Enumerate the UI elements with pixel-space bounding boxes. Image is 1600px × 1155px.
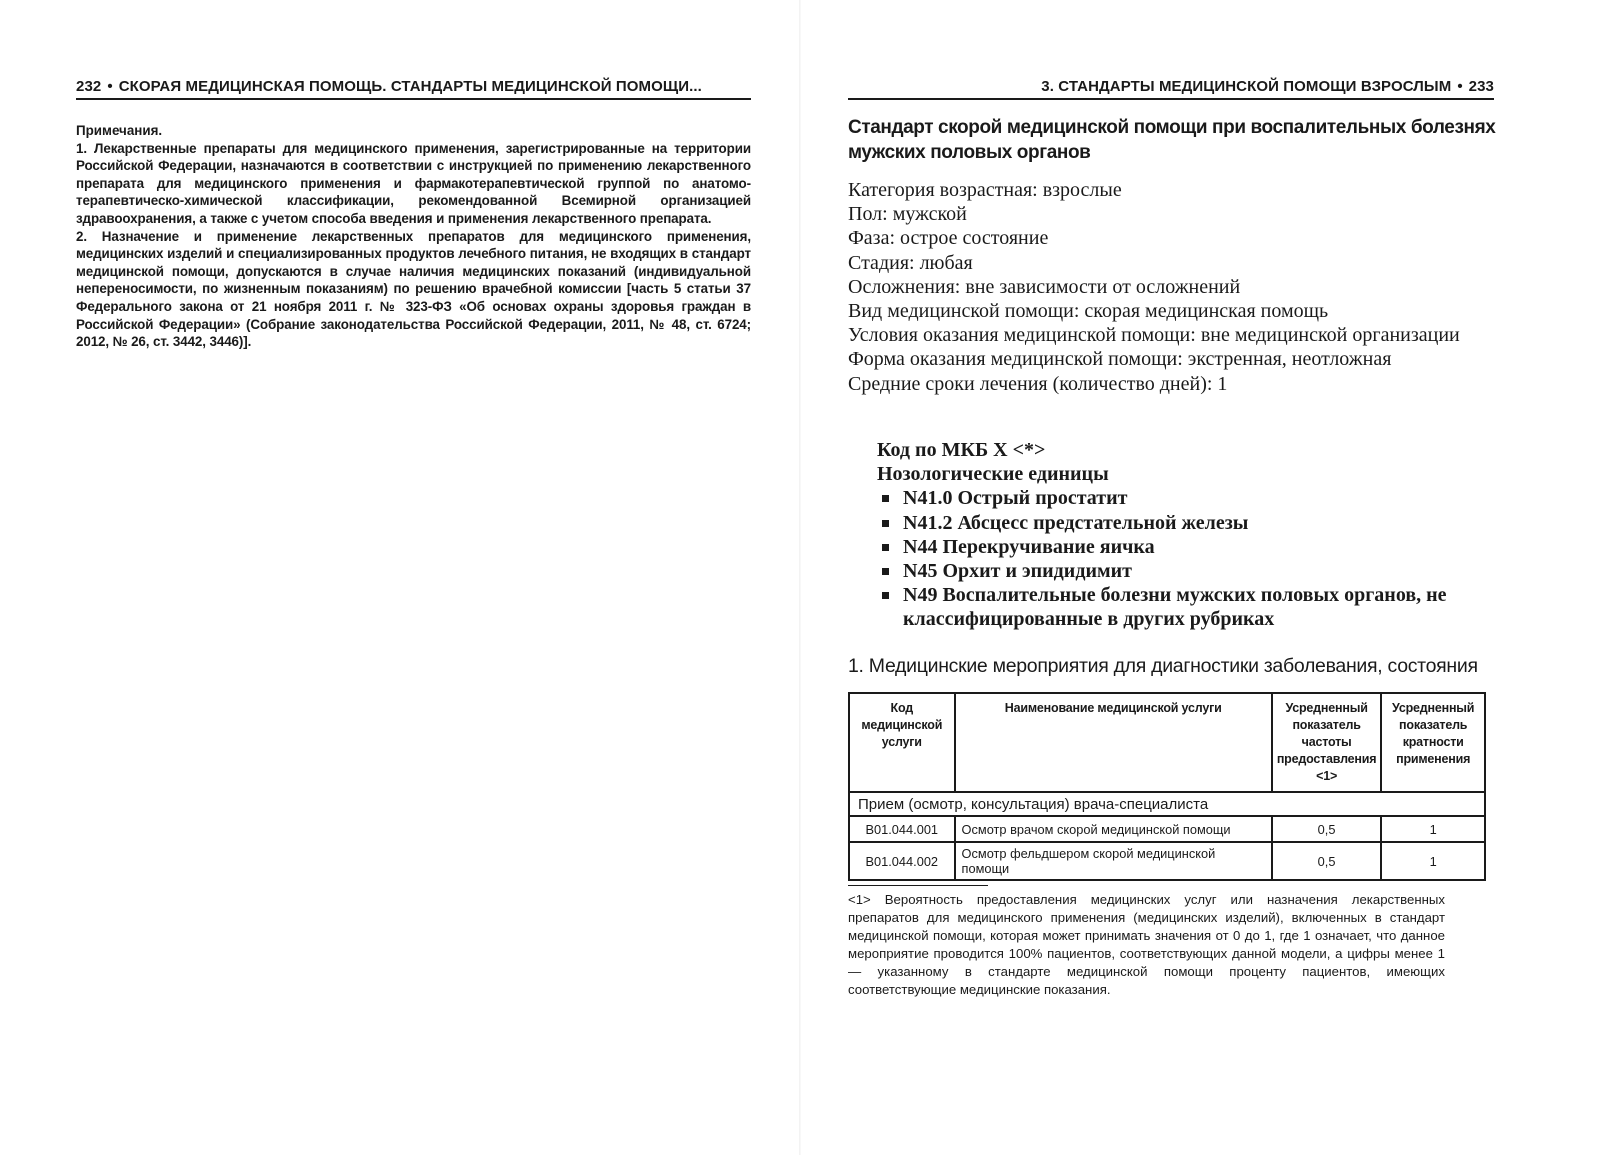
nosology-text: N41.0 Острый простатит (903, 487, 1128, 510)
attr-sex: Пол: мужской (848, 203, 967, 226)
footnote: <1> Вероятность предоставления медицинских услуг или назначения лекарственных препаратов для медицинского применения (медицинских изделий), включенных в стандарт медицинской помощи, которая может принимать значения от 0 до 1, где 1 означает, что данное мероприятие проводится 100% пациентов, соответствующих данной модели, а цифры менее 1 — указанному в стандарте медицинской помощи проценту пациентов, имеющих соответствующие медицинские показания. (848, 892, 1445, 997)
nosology-item (877, 583, 1497, 631)
nosology-text: N41.2 Абсцесс предстательной железы (903, 511, 1249, 534)
right-header-rule (848, 98, 1494, 100)
header-bullet: • (1457, 78, 1463, 95)
square-bullet-icon (882, 544, 889, 551)
footnote-rule (848, 885, 988, 886)
notes-block (76, 122, 751, 351)
nosology-item (877, 511, 1497, 535)
mkb-code-label: Код по МКБ X <*> (877, 439, 1046, 461)
right-running-header (1041, 78, 1494, 95)
cell-frequency: 0,5 (1272, 816, 1382, 842)
square-bullet-icon (882, 495, 889, 502)
standard-attributes (848, 178, 1498, 396)
table-row (849, 842, 1485, 880)
attr-care-form: Форма оказания медицинской помощи: экстренная, неотложная (848, 348, 1392, 371)
nosology-text: N44 Перекручивание яичка (903, 535, 1155, 558)
nosology-list (877, 486, 1497, 631)
square-bullet-icon (882, 520, 889, 527)
col-header-code: Код медицинской услуги (849, 693, 955, 792)
nosology-item (877, 559, 1497, 583)
right-header-text: 3. СТАНДАРТЫ МЕДИЦИНСКОЙ ПОМОЩИ ВЗРОСЛЫМ (1041, 78, 1452, 95)
col-header-multiplicity: Усредненный показатель кратности применения (1381, 693, 1485, 792)
nosology-label: Нозологические единицы (877, 463, 1109, 486)
attr-care-conditions: Условия оказания медицинской помощи: вне медицинской организации (848, 324, 1460, 347)
cell-code: B01.044.001 (849, 816, 955, 842)
left-header-rule (76, 98, 751, 100)
table-row (849, 816, 1485, 842)
services-table (848, 692, 1486, 881)
nosology-item (877, 486, 1497, 510)
group-label: Прием (осмотр, консультация) врача-специалиста (849, 792, 1485, 816)
table-header-row (849, 693, 1485, 792)
right-page-number: 233 (1468, 78, 1494, 95)
cell-multiplicity: 1 (1381, 842, 1485, 880)
nosology-text: N49 Воспалительные болезни мужских половых органов, не классифицированные в других рубриках (903, 584, 1447, 631)
mkb-block (877, 438, 1497, 632)
cell-name: Осмотр врачом скорой медицинской помощи (955, 816, 1272, 842)
attr-age-category: Категория возрастная: взрослые (848, 179, 1122, 201)
table-group-row (849, 792, 1485, 816)
attr-stage: Стадия: любая (848, 251, 973, 274)
attr-complications: Осложнения: вне зависимости от осложнений (848, 275, 1241, 298)
notes-title: Примечания. (76, 123, 163, 138)
note-2: 2. Назначение и применение лекарственных препаратов для медицинского применения, медицинских изделий и специализированных продуктов лечебного питания, не входящих в стандарт медицинской помощи, допускаются в случае наличия медицинских показаний (индивидуальной непереносимости, по жизненным показаниям) по решению врачебной комиссии [часть 5 статьи 37 Федерального закона от 21 ноября 2011 г. № 323-ФЗ «Об основах охраны здоровья граждан в Российской Федерации» (Собрание законодательства Российской Федерации, 2011, № 48, ст. 6724; 2012, № 26, ст. 3442, 3446)]. (76, 228, 751, 350)
left-header-text: СКОРАЯ МЕДИЦИНСКАЯ ПОМОЩЬ. СТАНДАРТЫ МЕДИЦИНСКОЙ ПОМОЩИ... (118, 78, 702, 95)
left-page-number: 232 (76, 78, 102, 95)
col-header-name: Наименование медицинской услуги (955, 693, 1272, 792)
col-header-frequency: Усредненный показатель частоты предоставления <1> (1272, 693, 1382, 792)
header-bullet: • (107, 78, 113, 95)
square-bullet-icon (882, 568, 889, 575)
attr-care-type: Вид медицинской помощи: скорая медицинская помощь (848, 300, 1329, 323)
attr-phase: Фаза: острое состояние (848, 227, 1049, 250)
note-1: 1. Лекарственные препараты для медицинского применения, зарегистрированные на территории Российской Федерации, назначаются в соответствии с инструкцией по применению лекарственного препарата для медицинского применения и фармакотерапевтической группой по анатомо-терапевтическо-химической классификации, рекомендованной Всемирной организацией здравоохранения, а также с учетом способа введения и применения лекарственного препарата. (76, 140, 751, 226)
cell-frequency: 0,5 (1272, 842, 1382, 880)
right-page (800, 0, 1600, 1155)
cell-name: Осмотр фельдшером скорой медицинской помощи (955, 842, 1272, 880)
left-running-header (76, 78, 702, 95)
cell-multiplicity: 1 (1381, 816, 1485, 842)
nosology-text: N45 Орхит и эпидидимит (903, 560, 1132, 583)
square-bullet-icon (882, 592, 889, 599)
standard-title: Стандарт скорой медицинской помощи при воспалительных болезнях мужских половых органов (848, 117, 1496, 163)
nosology-item (877, 535, 1497, 559)
section-title: 1. Медицинские мероприятия для диагностики заболевания, состояния (848, 655, 1478, 677)
attr-treatment-duration: Средние сроки лечения (количество дней): 1 (848, 372, 1228, 395)
cell-code: B01.044.002 (849, 842, 955, 880)
